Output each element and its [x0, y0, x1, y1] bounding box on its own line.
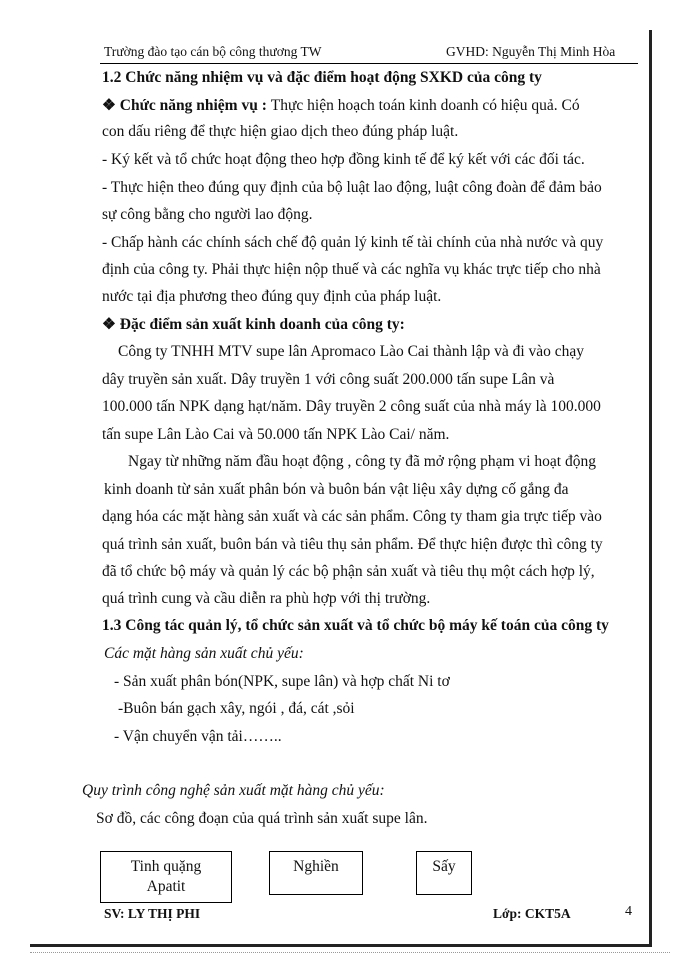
bullet-1: - Ký kết và tổ chức hoạt động theo hợp đồng kinh tế để ký kết với các đối tác.	[102, 151, 585, 168]
para2-line-2: kinh doanh từ sản xuất phân bón và buôn bán vật liệu xây dựng cố gắng đa	[104, 481, 569, 498]
bullet-3-line-1: - Chấp hành các chính sách chế độ quản lý kinh tế tài chính của nhà nước và quy	[102, 234, 604, 251]
page-border-bottom	[30, 944, 652, 947]
functions-text-1: Thực hiện hoạch toán kinh doanh có hiệu quả. Có	[270, 97, 580, 114]
product-1: - Sản xuất phân bón(NPK, supe lân) và hợp chất Ni tơ	[114, 673, 450, 690]
para2-line-3: dạng hóa các mặt hàng sản xuất và các sản phẩm. Công ty tham gia trực tiếp vào	[102, 508, 602, 525]
para1-line-2: dây truyền sản xuất. Dây truyền 1 với công suất 200.000 tấn supe Lân và	[102, 371, 555, 388]
para2-line-5: đã tổ chức bộ máy và quản lý các bộ phận sản xuất và tiêu thụ một cách hợp lý,	[102, 563, 595, 580]
header-advisor: GVHD: Nguyễn Thị Minh Hòa	[446, 44, 616, 59]
page-number: 4	[625, 904, 632, 919]
section-1-2-title: 1.2 Chức năng nhiệm vụ và đặc điểm hoạt động SXKD của công ty	[102, 69, 542, 86]
features-label: ❖ Đặc điểm sản xuất kinh doanh của công ty:	[102, 316, 405, 333]
process-step-2-label: Nghiền	[293, 858, 339, 875]
page-separator	[30, 952, 670, 953]
process-step-1-line-2: Apatit	[146, 878, 186, 895]
section-1-3-title: 1.3 Công tác quản lý, tổ chức sản xuất và tổ chức bộ máy kế toán của công ty	[102, 617, 609, 634]
process-step-dry	[416, 851, 472, 895]
functions-label: ❖ Chức năng nhiệm vụ :	[102, 97, 267, 114]
para1-line-1: Công ty TNHH MTV supe lân Apromaco Lào Cai thành lập và đi vào chạy	[118, 343, 585, 360]
product-2: -Buôn bán gạch xây, ngói , đá, cát ,sỏi	[118, 700, 355, 717]
products-label: Các mặt hàng sản xuất chủ yếu:	[104, 645, 304, 662]
para1-line-4: tấn supe Lân Lào Cai và 50.000 tấn NPK Lào Cai/ năm.	[102, 426, 450, 443]
para2-line-6: quá trình cung và cầu diễn ra phù hợp với thị trường.	[102, 590, 431, 607]
para2-line-1: Ngay từ những năm đầu hoạt động , công ty đã mở rộng phạm vi hoạt động	[128, 453, 596, 470]
header-rule	[100, 63, 638, 64]
header-school: Trường đào tạo cán bộ công thương TW	[104, 44, 322, 59]
functions-line-1	[102, 96, 632, 116]
process-label: Quy trình công nghệ sản xuất mặt hàng chủ yếu:	[82, 782, 385, 799]
process-step-crush	[269, 851, 363, 895]
process-step-grind-ore	[100, 851, 232, 903]
bullet-2-line-1: - Thực hiện theo đúng quy định của bộ luật lao động, luật công đoàn để đảm bảo	[102, 179, 602, 196]
bullet-3-line-3: nước tại địa phương theo đúng quy định của pháp luật.	[102, 288, 442, 305]
functions-text-2: con dấu riêng để thực hiện giao dịch theo đúng pháp luật.	[102, 123, 459, 140]
para2-line-4: quá trình sản xuất, buôn bán và tiêu thụ sản phẩm. Để thực hiện được thì công ty	[102, 536, 603, 553]
process-step-3-label: Sấy	[432, 858, 456, 875]
bullet-3-line-2: định của công ty. Phải thực hiện nộp thuế và các nghĩa vụ khác trực tiếp cho nhà	[102, 261, 601, 278]
para1-line-3: 100.000 tấn NPK dạng hạt/năm. Dây truyền 2 công suất của nhà máy là 100.000	[102, 398, 601, 415]
footer-class: Lớp: CKT5A	[493, 906, 571, 921]
process-step-1-line-1: Tinh quặng	[130, 858, 202, 875]
footer-student: SV: LY THỊ PHI	[104, 906, 201, 921]
diagram-caption: Sơ đồ, các công đoạn của quá trình sản xuất supe lân.	[96, 810, 428, 827]
page-border-right	[649, 30, 652, 945]
product-3: - Vận chuyển vận tải……..	[114, 728, 282, 745]
bullet-2-line-2: sự công bằng cho người lao động.	[102, 206, 313, 223]
